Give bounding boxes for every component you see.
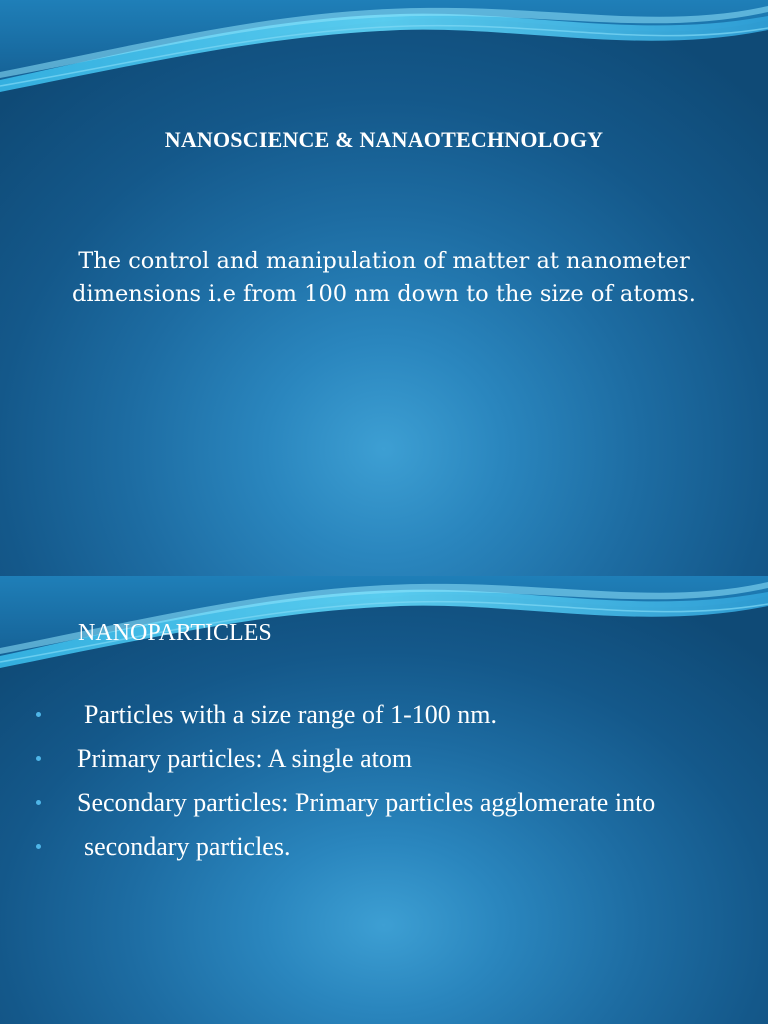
bullet-text: Particles with a size range of 1-100 nm.	[84, 700, 497, 729]
list-item	[36, 832, 756, 876]
slide-title: NANOPARTICLES	[78, 620, 272, 646]
bullet-text: Secondary particles: Primary particles agglomerate into	[77, 788, 656, 817]
list-item	[36, 700, 756, 744]
bullet-list	[36, 700, 756, 876]
slide-body-text: The control and manipulation of matter at nanometer dimensions i.e from 100 nm down to the size of atoms.	[72, 248, 696, 307]
list-item	[36, 744, 756, 788]
bullet-text: Primary particles: A single atom	[77, 744, 413, 773]
bullet-dot-icon	[36, 844, 41, 849]
bullet-dot-icon	[36, 756, 41, 761]
slide-title: NANOSCIENCE & NANAOTECHNOLOGY	[164, 127, 604, 152]
bullet-dot-icon	[36, 800, 41, 805]
bullet-dot-icon	[36, 712, 41, 717]
slide-2	[0, 576, 768, 1024]
bullet-text: secondary particles.	[84, 832, 291, 861]
wave-header-decoration	[0, 0, 768, 100]
list-item	[36, 788, 756, 832]
